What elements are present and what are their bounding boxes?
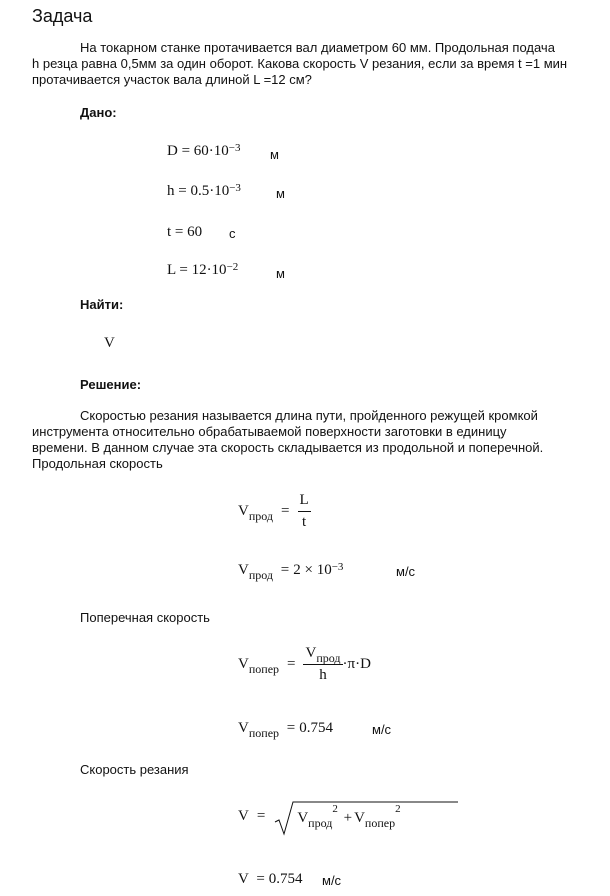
solution-line-1: Скоростью резания называется длина пути, пройденного режущей кромкой	[80, 408, 538, 423]
find-heading: Найти:	[80, 297, 124, 312]
problem-text	[32, 40, 604, 88]
v-definition: V = $V_{прод}^2 + V_{попер}^2$	[238, 806, 401, 827]
vprod-definition: V $_{прод}$ = $\frac{L}{t}$	[238, 492, 309, 530]
page-title: Задача	[32, 6, 93, 26]
given-l-unit: м	[276, 266, 285, 281]
v-result: V = 0.754	[238, 871, 303, 887]
given-h-formula: $h = 0.5\cdot 10^{-3}$	[167, 182, 241, 199]
transverse-label: Поперечная скорость	[80, 610, 210, 625]
solution-text	[32, 408, 604, 472]
solution-line-3: времени. В данном случае эта скорость складывается из продольной и поперечной.	[32, 440, 544, 455]
vpoper-unit: м/с	[372, 722, 392, 737]
given-t-unit: с	[229, 226, 236, 241]
problem-line-3: протачивается участок вала длиной L =12 см?	[32, 72, 312, 87]
given-t-formula: t = 60	[167, 224, 203, 240]
fraction-vprod-over-h: $\frac{V_{прод}}{h}$	[305, 645, 341, 683]
solution-line-2: инструмента относительно обрабатываемой поверхности заготовки в единицу	[32, 424, 507, 439]
solution-heading: Решение:	[80, 377, 142, 392]
given-d-formula: $D = 60\cdot 10^{-3}$	[167, 142, 241, 159]
vpoper-definition: V $_{попер}$ = $\frac{V_{прод}}{h}$ ·π·D	[238, 645, 371, 683]
fraction-l-over-t: $\frac{L}{t}$	[299, 492, 309, 530]
vpoper-result: $V_{попер} = 0.754$	[238, 720, 333, 740]
find-value: V	[104, 335, 115, 351]
vprod-unit: м/с	[396, 564, 416, 579]
square-root: $V_{прод}^2 + V_{попер}^2$	[273, 806, 400, 827]
cutting-speed-label: Скорость резания	[80, 762, 189, 777]
problem-line-2: h резца равна 0,5мм за один оборот. Какова скорость V резания, если за время t =1 мин	[32, 56, 568, 71]
given-l-formula: $L = 12\cdot 10^{-2}$	[167, 261, 239, 278]
given-h-unit: м	[276, 186, 285, 201]
vprod-result: $V_{прод} = 2 \times 10^{-3}$	[238, 561, 344, 582]
v-unit: м/с	[322, 873, 342, 888]
problem-line-1: На токарном станке протачивается вал диаметром 60 мм. Продольная подача	[80, 40, 555, 55]
given-heading: Дано:	[80, 105, 117, 120]
given-d-unit: м	[270, 147, 279, 162]
solution-line-4: Продольная скорость	[32, 456, 163, 471]
